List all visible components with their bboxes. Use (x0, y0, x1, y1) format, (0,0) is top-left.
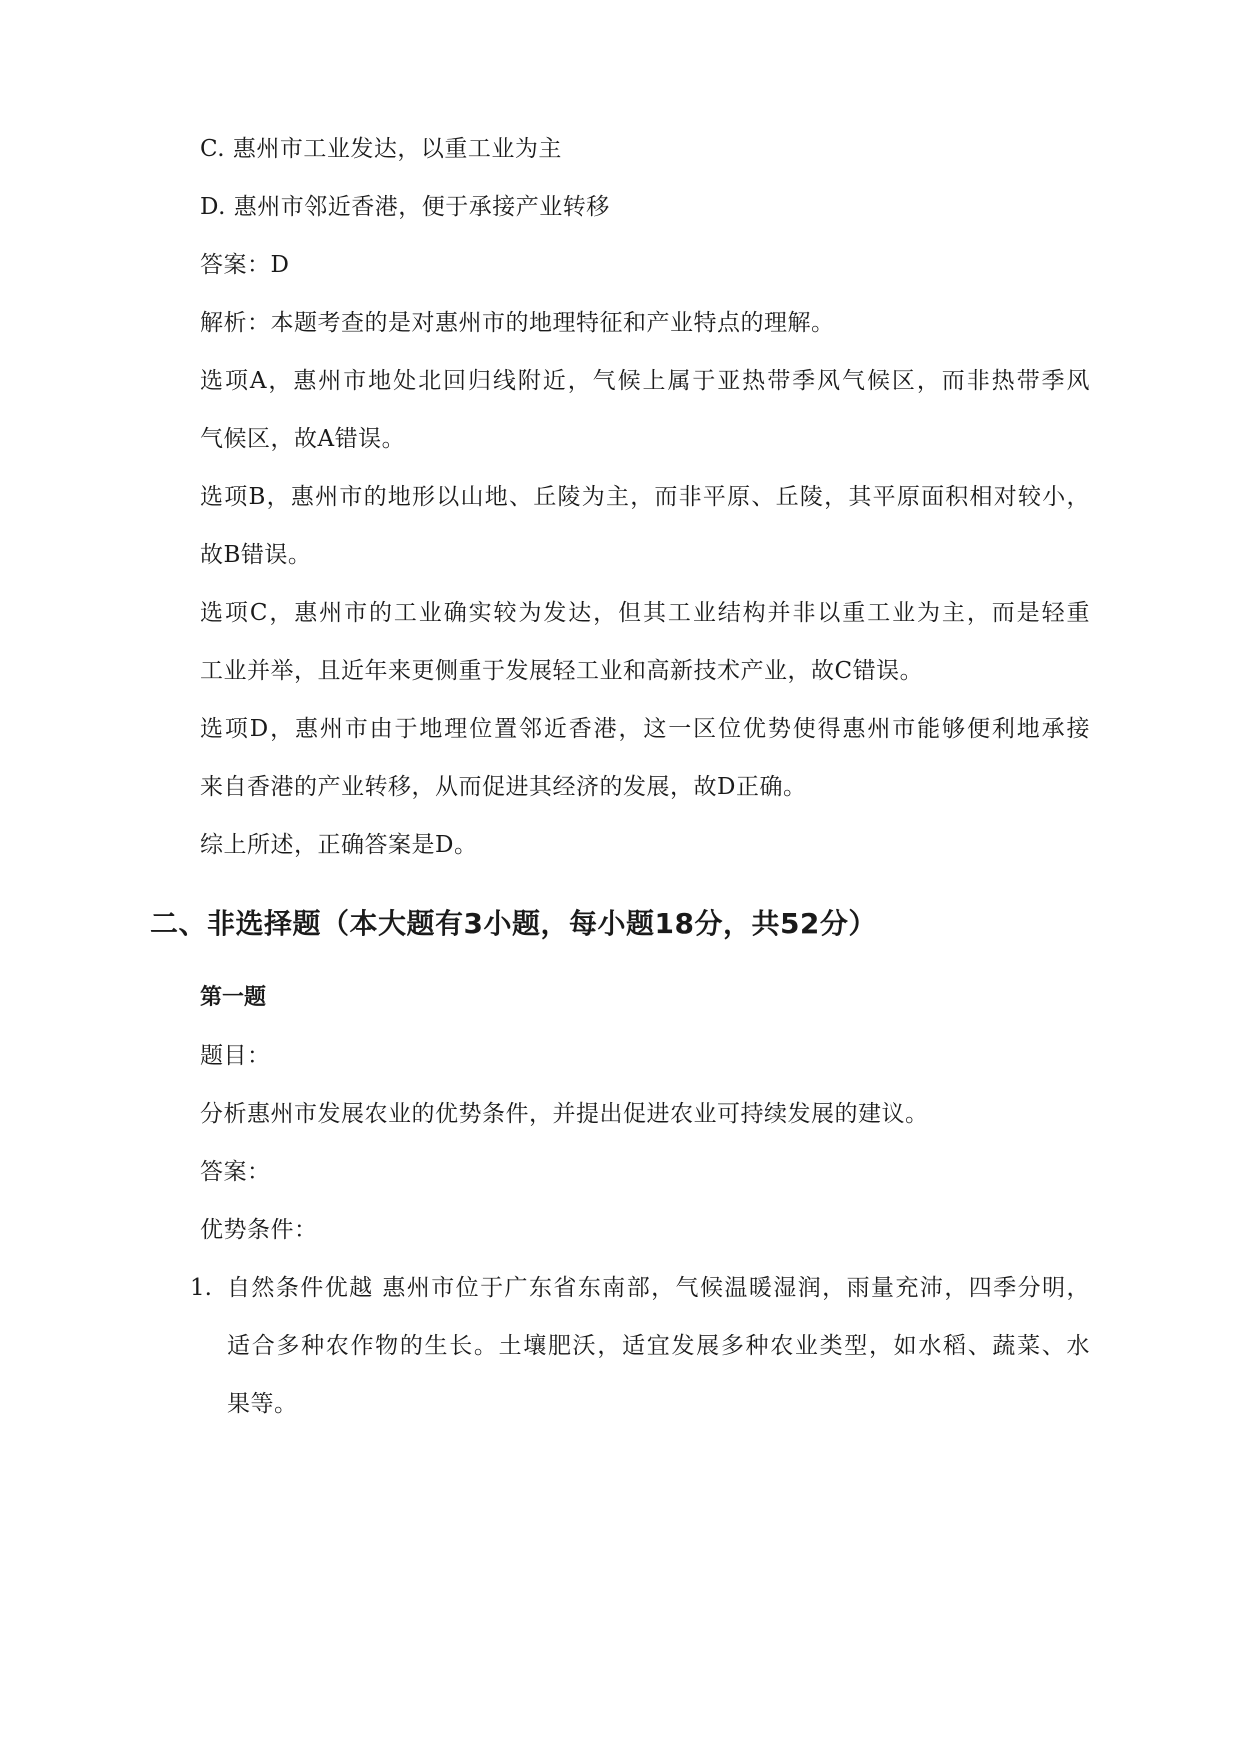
answer-text: 答案：D (200, 252, 290, 278)
analysis-option-b-line-1: 选项B，惠州市的地形以山地、丘陵为主，而非平原、丘陵，其平原面积相对较小， (200, 484, 1090, 510)
list-item-line-1: 自然条件优越 惠州市位于广东省东南部，气候温暖湿润，雨量充沛，四季分明， (227, 1275, 1090, 1301)
list-item-line-2: 适合多种农作物的生长。土壤肥沃，适宜发展多种农业类型，如水稻、蔬菜、水 (227, 1333, 1090, 1359)
option-c: C. 惠州市工业发达，以重工业为主 (200, 136, 562, 162)
answer-label: 答案： (200, 1159, 271, 1185)
analysis-intro: 解析：本题考查的是对惠州市的地理特征和产业特点的理解。 (200, 310, 835, 336)
question-label: 题目： (200, 1043, 271, 1069)
analysis-option-d-line-2: 来自香港的产业转移，从而促进其经济的发展，故D正确。 (200, 774, 807, 800)
question-1-title: 第一题 (200, 985, 267, 1010)
advantages-label: 优势条件： (200, 1217, 318, 1243)
analysis-summary: 综上所述，正确答案是D。 (200, 832, 478, 858)
analysis-option-b-line-2: 故B错误。 (200, 542, 312, 568)
question-text: 分析惠州市发展农业的优势条件，并提出促进农业可持续发展的建议。 (200, 1101, 929, 1127)
analysis-option-c-line-2: 工业并举，且近年来更侧重于发展轻工业和高新技术产业，故C错误。 (200, 658, 924, 684)
option-d: D. 惠州市邻近香港，便于承接产业转移 (200, 194, 610, 220)
section-heading: 二、非选择题（本大题有3小题，每小题18分，共52分） (150, 907, 877, 940)
list-item-number: 1. (190, 1275, 212, 1301)
analysis-option-d-line-1: 选项D，惠州市由于地理位置邻近香港，这一区位优势使得惠州市能够便利地承接 (200, 716, 1090, 742)
analysis-option-a-line-1: 选项A，惠州市地处北回归线附近，气候上属于亚热带季风气候区，而非热带季风 (200, 368, 1090, 394)
list-item-line-3: 果等。 (227, 1391, 298, 1417)
analysis-option-a-line-2: 气候区，故A错误。 (200, 426, 406, 452)
analysis-option-c-line-1: 选项C，惠州市的工业确实较为发达，但其工业结构并非以重工业为主，而是轻重 (200, 600, 1090, 626)
